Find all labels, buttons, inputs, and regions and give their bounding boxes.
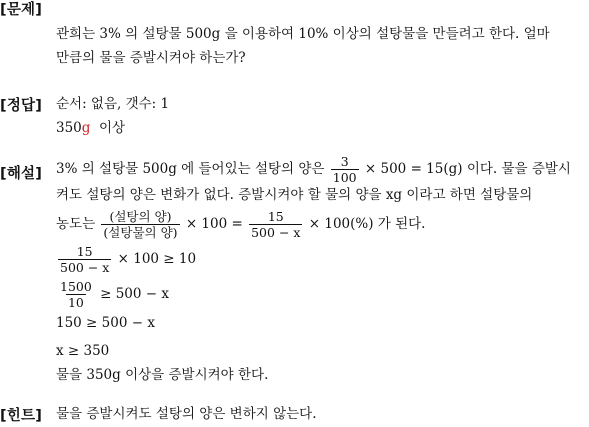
answer-suffix: 이상 (90, 120, 126, 136)
answer-value: 350 (56, 120, 82, 136)
fraction-eq1 (58, 245, 111, 274)
fraction-numerator: 1500 (60, 279, 92, 294)
solution-conclusion: 물을 350g 이상을 증발시켜야 한다. (56, 367, 269, 383)
fraction-denominator: (설탕물의 양) (103, 225, 178, 240)
answer-unit: g (81, 120, 91, 136)
solution-line-2: 켜도 설탕의 양은 변화가 없다. 증발시켜야 할 물의 양을 xg 이라고 하면 설탕물의 (56, 187, 533, 203)
equation-3: 150 ≥ 500 − x (56, 315, 155, 331)
fraction-concentration (101, 210, 179, 239)
equation-2-rest: ≥ 500 − x (100, 286, 169, 302)
answer-meta: 순서: 없음, 갯수: 1 (56, 96, 170, 112)
fraction-denominator: 500 − x (251, 225, 301, 240)
fraction-3-over-100 (331, 155, 359, 184)
solution-l1-pre: 3% 의 설탕물 500g 에 들어있는 설탕의 양은 (56, 161, 325, 177)
hint-body (56, 402, 317, 426)
solution-l1-post: × 500 = 15(g) 이다. 물을 증발시 (364, 161, 571, 177)
equation-2 (56, 277, 571, 311)
solution-l3-post: × 100(%) 가 된다. (308, 216, 426, 232)
answer-body (56, 92, 169, 140)
solution-tag: [해설] (0, 166, 43, 182)
fraction-numerator: 3 (340, 154, 349, 169)
hint-text: 물을 증발시켜도 설탕의 양은 변하지 않는다. (56, 406, 317, 422)
equation-1 (56, 241, 571, 277)
answer-value-line (56, 116, 169, 140)
problem-line-1: 관희는 3% 의 설탕물 500g 을 이용하여 10% 이상의 설탕물을 만들려고 한다. 얼마 (56, 26, 550, 42)
fraction-denominator: 500 − x (60, 260, 110, 275)
problem-tag: [문제] (0, 2, 43, 18)
fraction-numerator: (설탕의 양) (109, 209, 172, 224)
equation-1-rest: × 100 ≥ 10 (117, 251, 197, 267)
answer-tag: [정답] (0, 98, 43, 114)
problem-body (56, 22, 550, 70)
fraction-15-over-500-x (249, 210, 302, 239)
fraction-numerator: 15 (267, 209, 284, 224)
fraction-denominator: 100 (332, 170, 357, 185)
equation-4: x ≥ 350 (56, 343, 110, 359)
solution-l3-pre: 농도는 (56, 216, 96, 232)
problem-line-2: 만큼의 물을 증발시켜야 하는가? (56, 50, 246, 66)
solution-body (56, 155, 571, 387)
solution-line-3 (56, 207, 571, 241)
fraction-denominator: 10 (67, 295, 84, 310)
solution-l3-mid: × 100 = (185, 216, 243, 232)
fraction-numerator: 15 (76, 244, 93, 259)
fraction-eq2 (58, 280, 94, 309)
hint-tag: [힌트] (0, 408, 43, 424)
solution-line-1 (56, 155, 571, 183)
